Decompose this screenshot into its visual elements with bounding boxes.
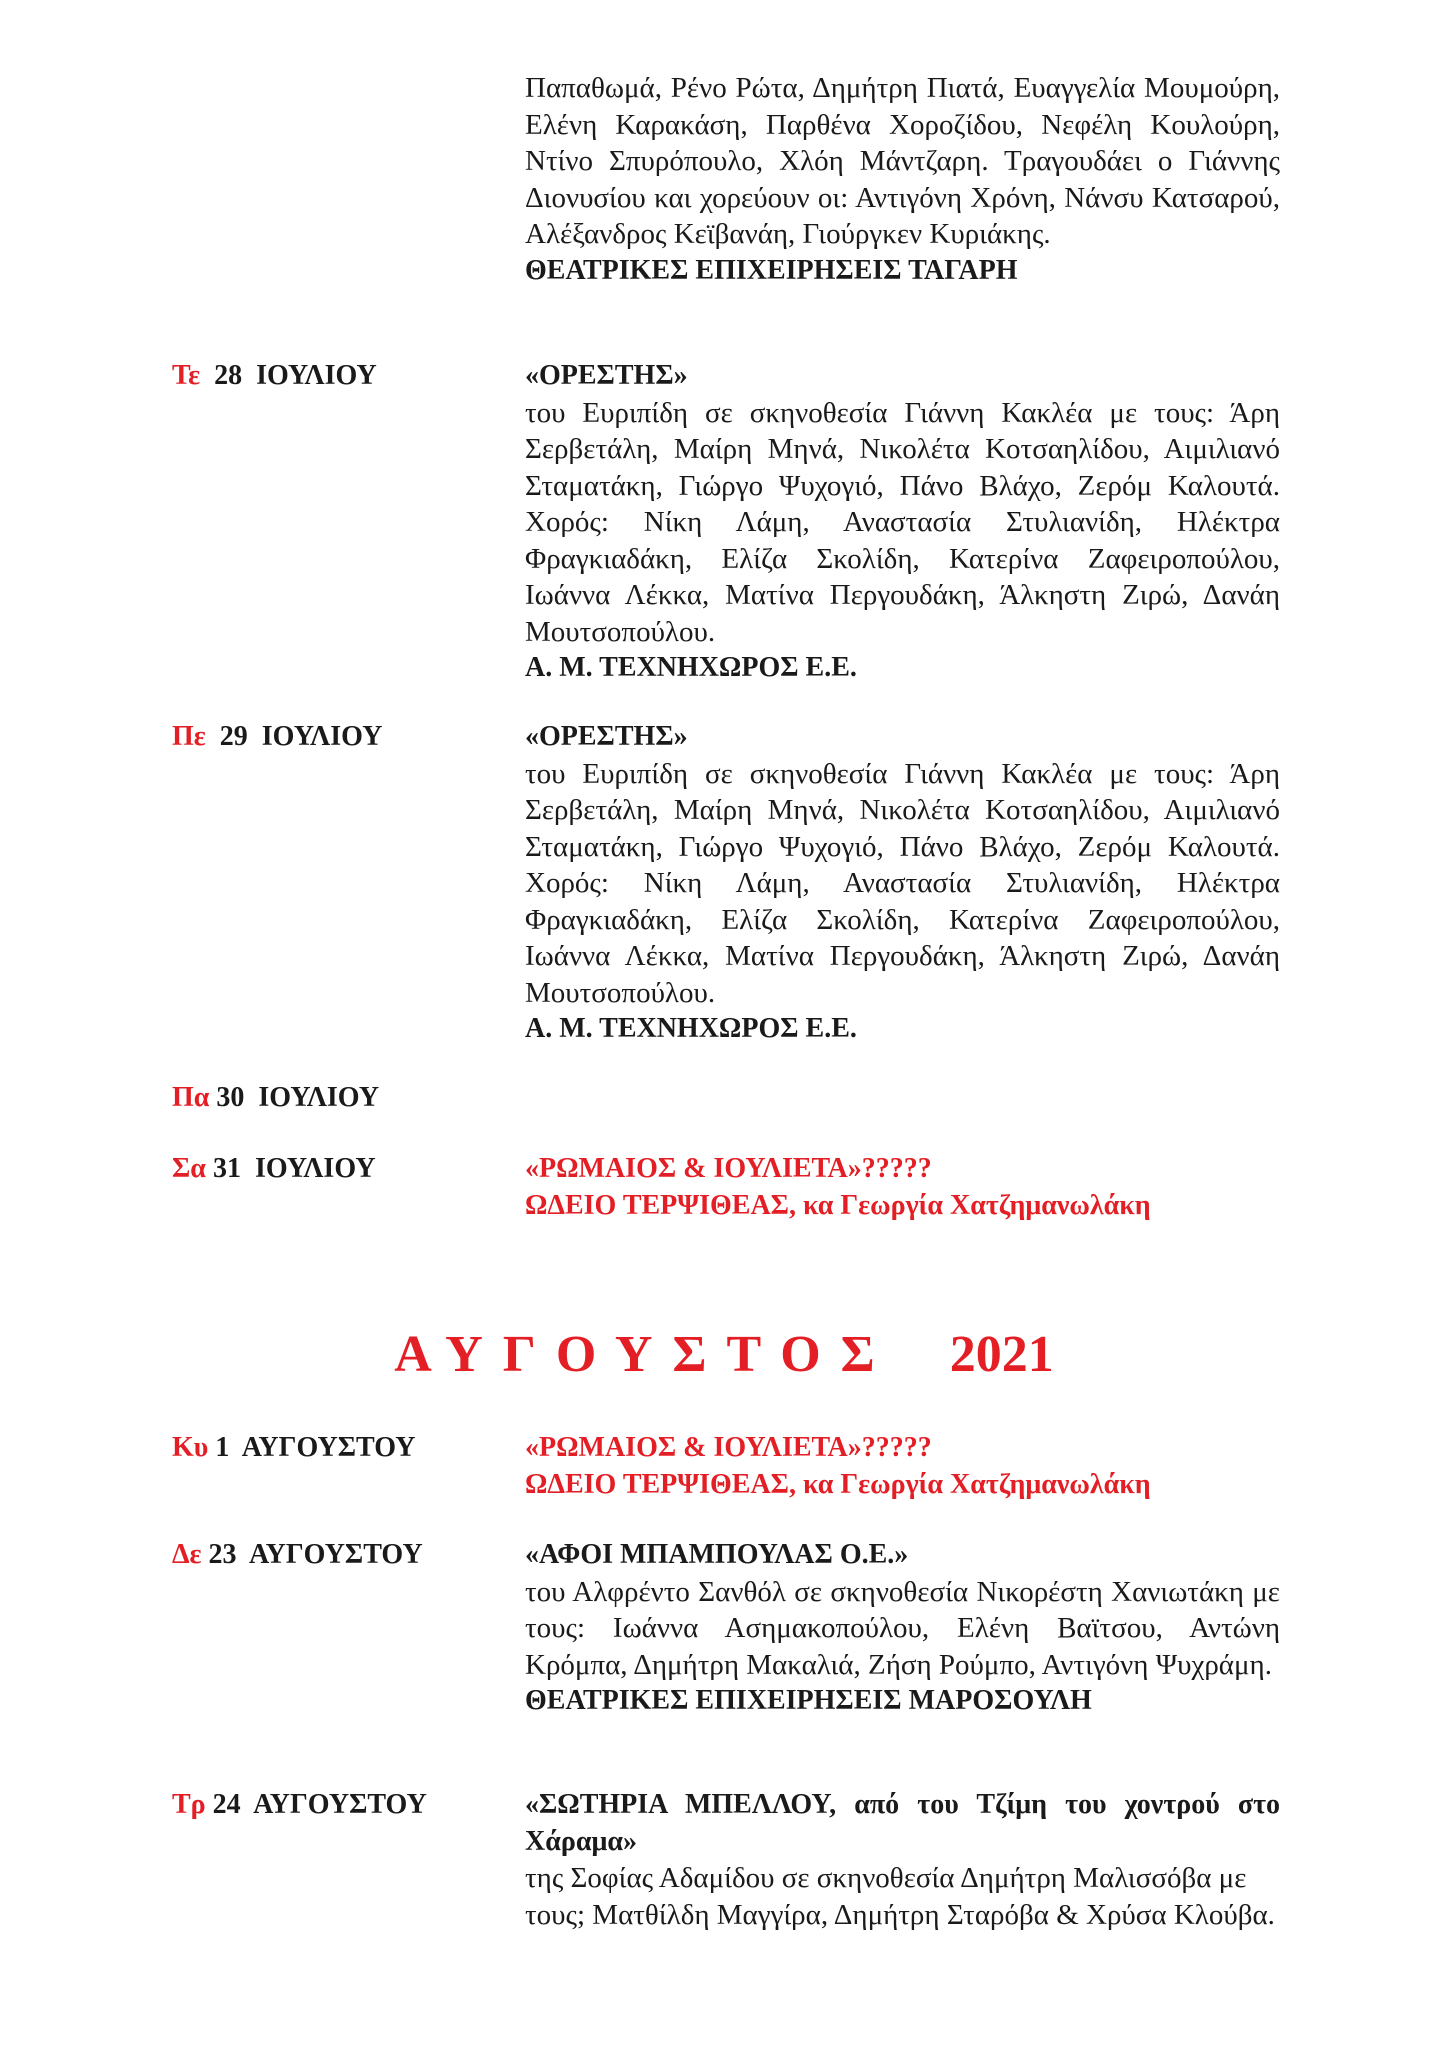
entry-july-29 — [525, 719, 1280, 1048]
date-july-28 — [172, 358, 377, 395]
date-july-31 — [172, 1151, 376, 1188]
weekday: Δε — [172, 1539, 202, 1570]
weekday: Τε — [172, 360, 201, 391]
company-name: ΘΕΑΤΡΙΚΕΣ ΕΠΙΧΕΙΡΗΣΕΙΣ ΜΑΡΟΣΟΥΛΗ — [525, 1685, 1092, 1716]
continued-company: ΘΕΑΤΡΙΚΕΣ ΕΠΙΧΕΙΡΗΣΕΙΣ ΤΑΓΑΡΗ — [525, 254, 1018, 286]
weekday: Σα — [172, 1153, 206, 1184]
weekday: Τρ — [172, 1789, 206, 1820]
date-label: 31 ΙΟΥΛΙΟΥ — [205, 1153, 376, 1184]
weekday: Πε — [172, 721, 206, 752]
entry-july-31 — [525, 1151, 1280, 1224]
date-label: 24 ΑΥΓΟΥΣΤΟΥ — [205, 1789, 427, 1820]
play-title: «ΟΡΕΣΤΗΣ» — [525, 360, 688, 391]
play-description: της Σοφίας Αδαμίδου σε σκηνοθεσία Δημήτρη Μαλισσόβα με τους; Ματθίλδη Μαγγίρα, Δημήτρη Σταρόβα & Χρύσα Κλούβα. — [525, 1862, 1275, 1931]
date-july-29 — [172, 719, 382, 756]
date-august-23 — [172, 1537, 423, 1574]
weekday: Πα — [172, 1082, 210, 1113]
company-name: ΩΔΕΙΟ ΤΕΡΨΙΘΕΑΣ, κα Γεωργία Χατζημανωλάκη — [525, 1189, 1151, 1221]
continued-entry — [525, 70, 1280, 289]
play-title: «ΡΩΜΑΙΟΣ & ΙΟΥΛΙΕΤΑ»????? — [525, 1153, 932, 1184]
date-label: 28 ΙΟΥΛΙΟΥ — [214, 360, 377, 391]
company-name: Α. Μ. ΤΕΧΝΗΧΩΡΟΣ Ε.Ε. — [525, 652, 857, 683]
date-label: 30 ΙΟΥΛΙΟΥ — [209, 1082, 380, 1113]
year: 2021 — [949, 1326, 1054, 1383]
play-title: «ΡΩΜΑΙΟΣ & ΙΟΥΛΙΕΤΑ»????? — [525, 1432, 932, 1463]
date-july-30 — [172, 1080, 379, 1117]
play-description: του Ευριπίδη σε σκηνοθεσία Γιάννη Κακλέα με τους: Άρη Σερβετάλη, Μαίρη Μηνά, Νικολέτα Κοτσαηλίδου, Αιμιλιανό Σταματάκη, Γιώργο Ψυχογιό, Πάνο Βλάχο, Ζερόμ Καλουτά. Χορός: Νίκη Λάμη, Αναστασία Στυλιανίδη, Ηλέκτρα Φραγκιαδάκη, Ελίζα Σκολίδη, Κατερίνα Ζαφειροπούλου, Ιωάννα Λέκκα, Ματίνα Περγουδάκη, Άλκηστη Ζιρώ, Δανάη Μουτσοπούλου. — [525, 396, 1280, 648]
weekday: Κυ — [172, 1432, 209, 1463]
company-name: Α. Μ. ΤΕΧΝΗΧΩΡΟΣ Ε.Ε. — [525, 1013, 857, 1044]
play-description: του Αλφρέντο Σανθόλ σε σκηνοθεσία Νικορέστη Χανιωτάκη με τους: Ιωάννα Ασημακοπούλου, Ελένη Βαϊτσου, Αντώνη Κρόμπα, Δημήτρη Μακαλιά, Ζήση Ρούμπο, Αντιγόνη Ψυχράμη. — [525, 1575, 1280, 1681]
month-heading — [0, 1325, 1448, 1384]
continued-description: Παπαθωμά, Ρένο Ρώτα, Δημήτρη Πιατά, Ευαγγελία Μουμούρη, Ελένη Καρακάση, Παρθένα Χοροζίδου, Νεφέλη Κουλούρη, Ντίνο Σπυρόπουλο, Χλόη Μάντζαρη. Τραγουδάει ο Γιάννης Διονυσίου και χορεύουν οι: Αντιγόνη Χρόνη, Νάνσυ Κατσαρού, Αλέξανδρος Κεϊβανάη, Γιούργκεν Κυριάκης. — [525, 72, 1280, 250]
entry-august-1 — [525, 1430, 1280, 1503]
date-august-24 — [172, 1787, 427, 1824]
play-description: του Ευριπίδη σε σκηνοθεσία Γιάννη Κακλέα με τους: Άρη Σερβετάλη, Μαίρη Μηνά, Νικολέτα Κοτσαηλίδου, Αιμιλιανό Σταματάκη, Γιώργο Ψυχογιό, Πάνο Βλάχο, Ζερόμ Καλουτά. Χορός: Νίκη Λάμη, Αναστασία Στυλιανίδη, Ηλέκτρα Φραγκιαδάκη, Ελίζα Σκολίδη, Κατερίνα Ζαφειροπούλου, Ιωάννα Λέκκα, Ματίνα Περγουδάκη, Άλκηστη Ζιρώ, Δανάη Μουτσοπούλου. — [525, 757, 1280, 1009]
month-name: ΑΥΓΟΥΣΤΟΣ — [394, 1326, 895, 1383]
play-title: «ΟΡΕΣΤΗΣ» — [525, 721, 688, 752]
entry-august-24 — [525, 1787, 1280, 1933]
date-august-1 — [172, 1430, 415, 1467]
entry-july-28 — [525, 358, 1280, 687]
date-label: 23 ΑΥΓΟΥΣΤΟΥ — [201, 1539, 423, 1570]
date-label: 1 ΑΥΓΟΥΣΤΟΥ — [208, 1432, 416, 1463]
date-label: 29 ΙΟΥΛΙΟΥ — [219, 721, 383, 752]
company-name: ΩΔΕΙΟ ΤΕΡΨΙΘΕΑΣ, κα Γεωργία Χατζημανωλάκη — [525, 1468, 1151, 1500]
play-title: «ΑΦΟΙ ΜΠΑΜΠΟΥΛΑΣ Ο.Ε.» — [525, 1539, 909, 1570]
entry-august-23 — [525, 1537, 1280, 1720]
play-title: «ΣΩΤΗΡΙΑ ΜΠΕΛΛΟΥ, από του Τζίμη του χοντρού στο Χάραμα» — [525, 1789, 1280, 1857]
